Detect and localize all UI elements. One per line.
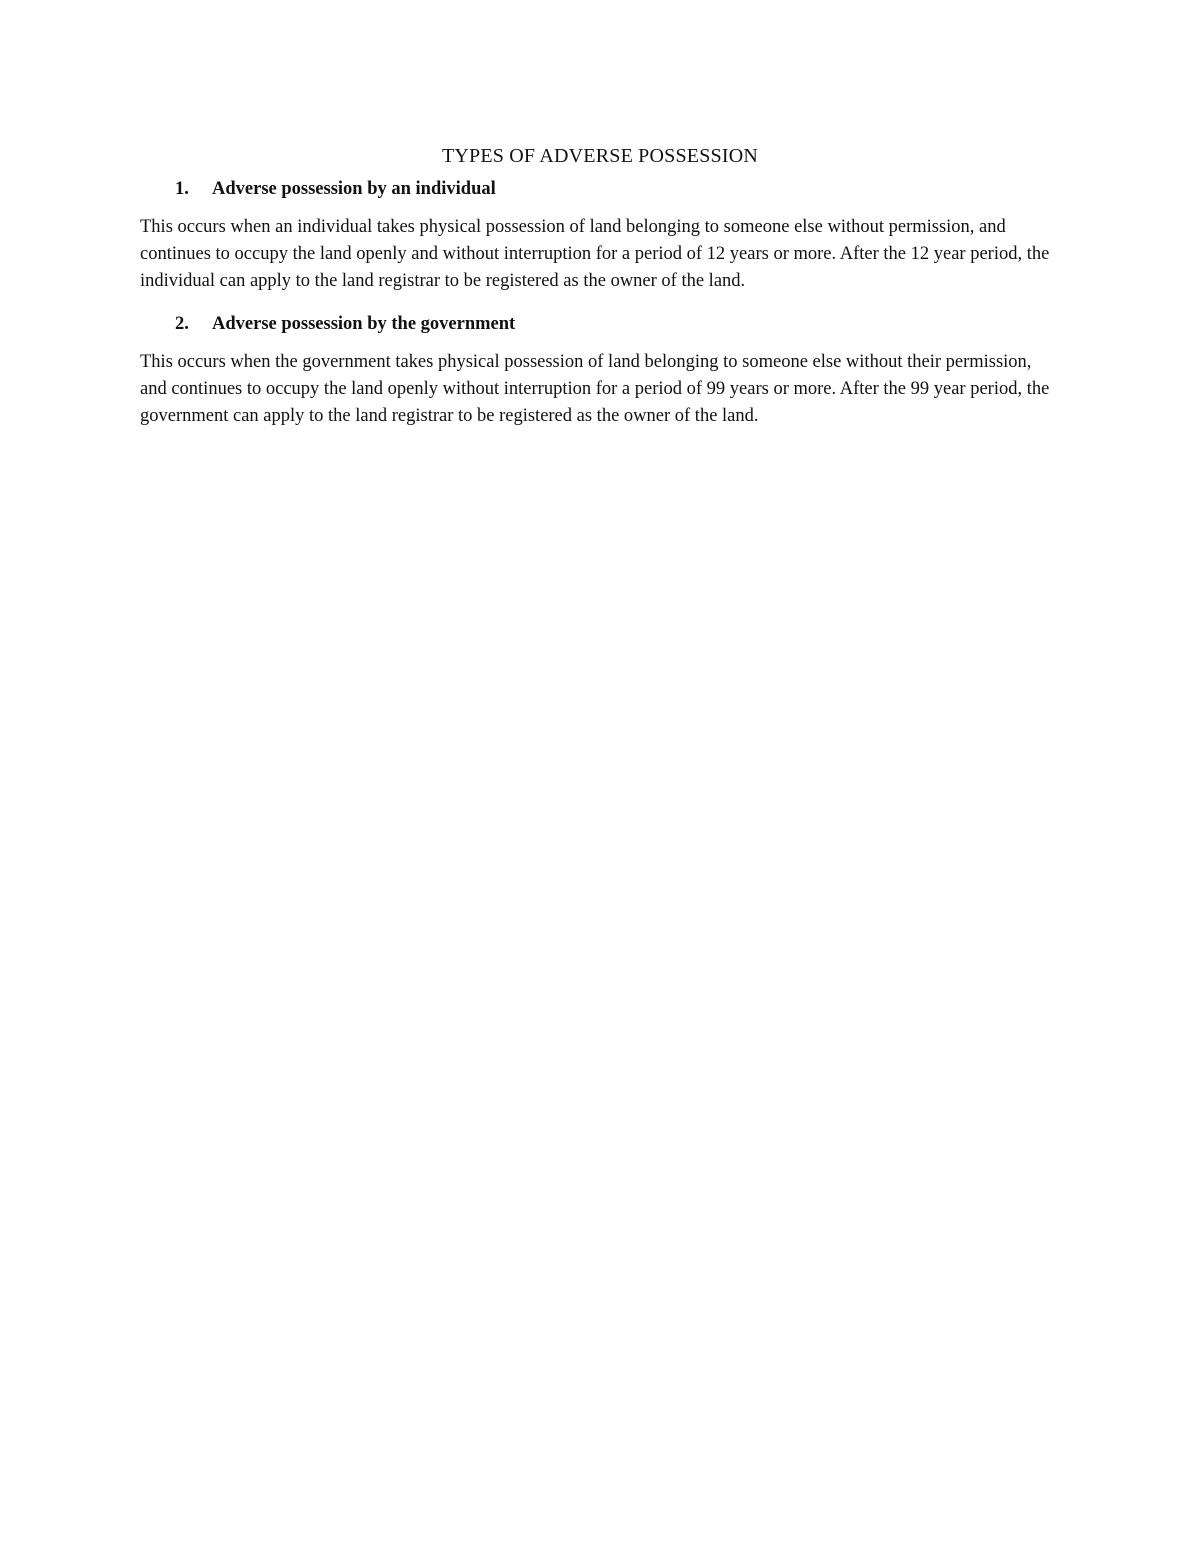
document-title: TYPES OF ADVERSE POSSESSION bbox=[441, 145, 759, 167]
section-number: 1. bbox=[175, 179, 189, 199]
document-content bbox=[140, 140, 1060, 430]
section-heading-government bbox=[140, 309, 1060, 339]
section-heading-text: Adverse possession by an individual bbox=[212, 179, 496, 199]
section-paragraph-individual: This occurs when an individual takes physical possession of land belonging to someone else without permission, and continues to occupy the land openly and without interruption for a period of 12 years or more. After the 12 year period, the individual can apply to the land registrar to be registered as the owner of the land. bbox=[140, 217, 1050, 291]
section-number: 2. bbox=[175, 314, 189, 334]
section-heading-text: Adverse possession by the government bbox=[212, 314, 516, 334]
section-paragraph-government: This occurs when the government takes physical possession of land belonging to someone else without their permission, and continues to occupy the land openly without interruption for a period of 99 years or more. After the 99 year period, the government can apply to the land registrar to be registered as the owner of the land. bbox=[140, 352, 1050, 426]
section-heading-individual bbox=[140, 174, 1060, 204]
